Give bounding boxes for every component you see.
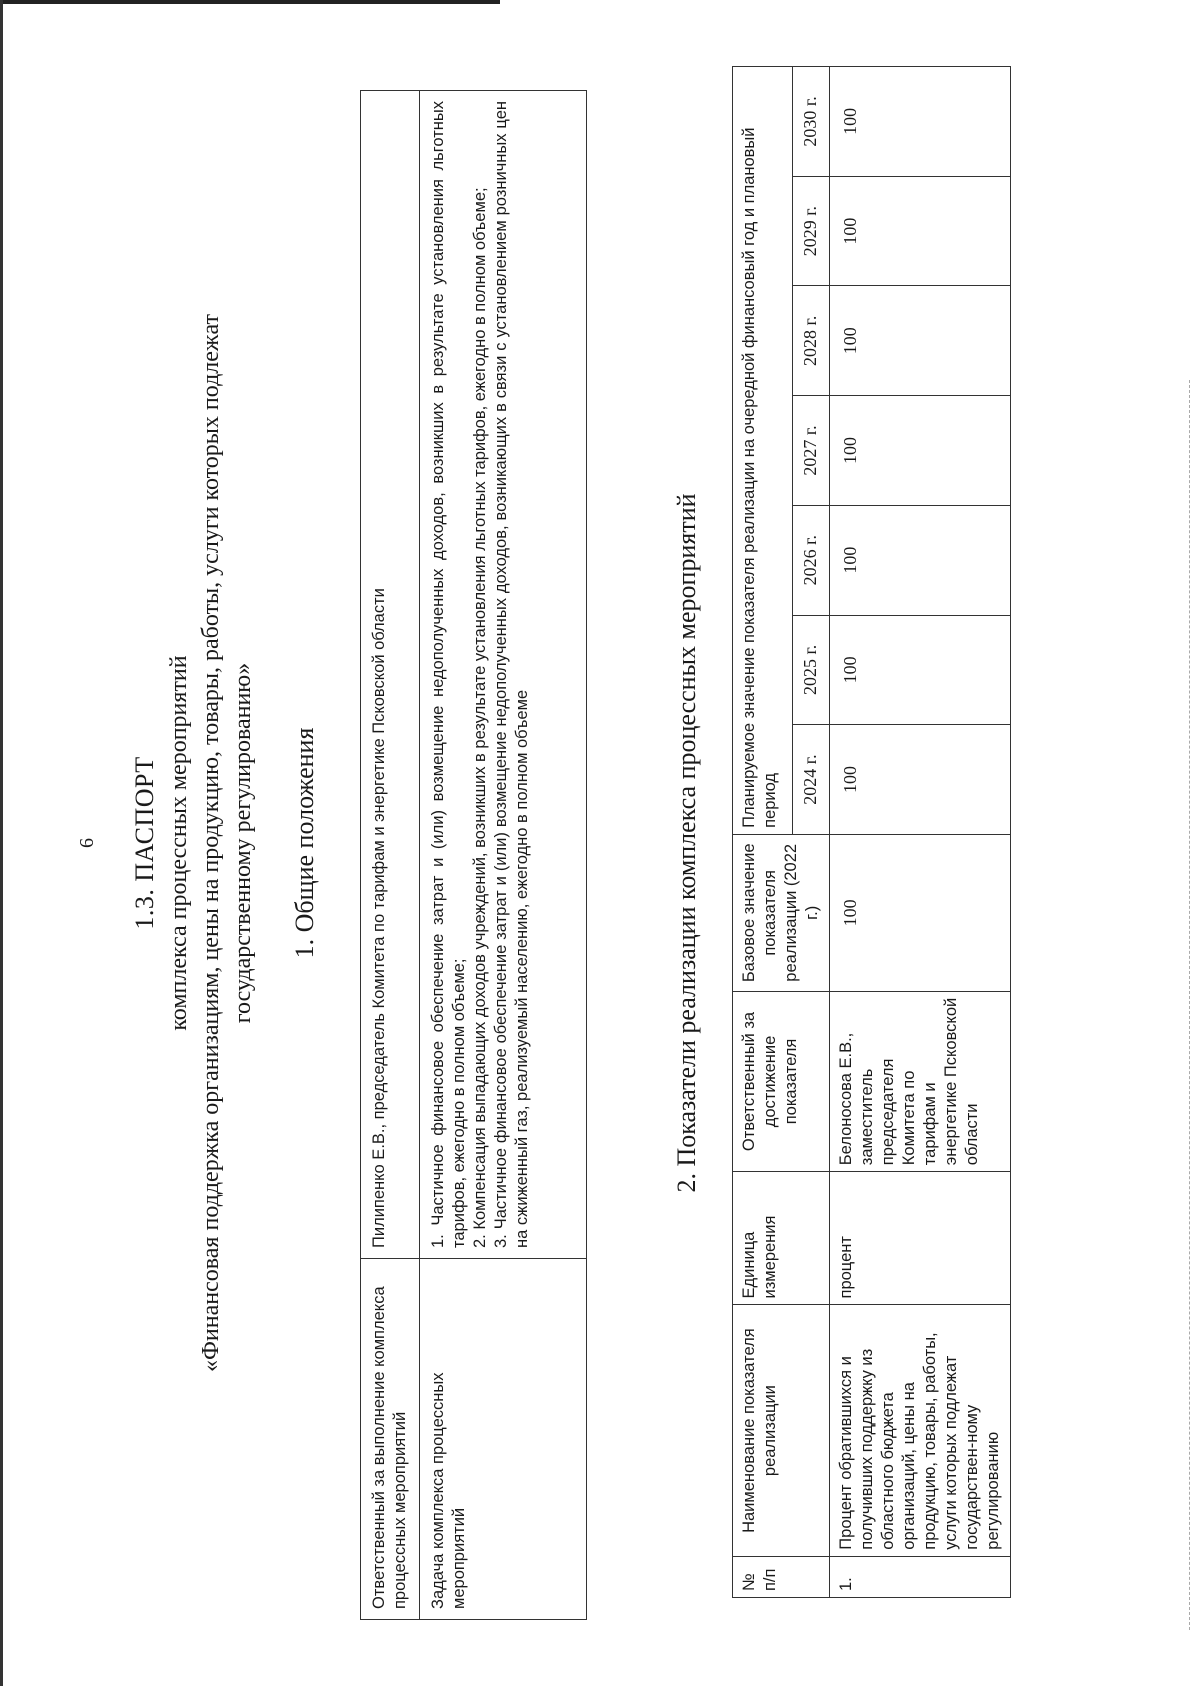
table-row bbox=[830, 67, 1011, 1598]
row-num: 1. bbox=[830, 1556, 1011, 1597]
year-value: 100 bbox=[830, 67, 1011, 177]
indicator-responsible: Белоносова Е.В., заместитель председателя Комитета по тарифам и энергетике Псковской области bbox=[830, 991, 1011, 1171]
col-unit-header: Единица измерения bbox=[733, 1172, 830, 1305]
task-value bbox=[420, 91, 587, 1259]
section1-title: 1. Общие положения bbox=[290, 727, 319, 959]
col-responsible-header: Ответственный за достижение показателя bbox=[733, 991, 830, 1171]
complex-name-line1: «Финансовая поддержка организациям, цены на продукцию, товары, работы, услуги которых подлежат bbox=[198, 313, 224, 1373]
table-row bbox=[420, 91, 587, 1620]
complex-name-line2: государственному регулированию» bbox=[230, 662, 256, 1024]
section2-title: 2. Показатели реализации комплекса процессных мероприятий bbox=[672, 493, 701, 1193]
general-provisions-table bbox=[360, 90, 587, 1620]
year-value: 100 bbox=[830, 725, 1011, 835]
year-header: 2029 г. bbox=[792, 176, 829, 286]
col-base-header: Базовое значение показателя реализации (2022 г.) bbox=[733, 834, 830, 991]
task-line: 1. Частичное финансовое обеспечение затрат и (или) возмещение недополученных доходов, возникших в результате установления льготных тарифов, ежегодно в полном объеме; bbox=[429, 101, 468, 1248]
col-num-header: № п/п bbox=[733, 1556, 830, 1597]
responsible-value: Пилипенко Е.В., председатель Комитета по тарифам и энергетике Псковской области bbox=[361, 91, 420, 1259]
year-value: 100 bbox=[830, 396, 1011, 506]
col-name-header: Наименование показателя реализации bbox=[733, 1305, 830, 1556]
task-label: Задача комплекса процессных мероприятий bbox=[420, 1259, 587, 1620]
header-row bbox=[733, 67, 793, 1598]
year-header: 2025 г. bbox=[792, 615, 829, 725]
indicators-table bbox=[732, 66, 1011, 1598]
table-row bbox=[361, 91, 420, 1620]
task-line: 2. Компенсация выпадающих доходов учреждений, возникших в результате установления льготных тарифов, ежегодно в полном объеме; bbox=[471, 187, 489, 1248]
year-value: 100 bbox=[830, 286, 1011, 396]
indicator-unit: процент bbox=[830, 1172, 1011, 1305]
year-header: 2027 г. bbox=[792, 396, 829, 506]
year-header: 2024 г. bbox=[792, 725, 829, 835]
indicator-name: Процент обратившихся и получивших поддержку из областного бюджета организаций, цены на продукцию, товары, работы, услуги которых подлежат государствен-ному регулированию bbox=[830, 1305, 1011, 1556]
col-planned-header: Планируемое значение показателя реализации на очередной финансовый год и плановый период bbox=[733, 67, 793, 835]
passport-subtitle: комплекса процессных мероприятий bbox=[166, 655, 192, 1031]
responsible-label: Ответственный за выполнение комплекса процессных мероприятий bbox=[361, 1259, 420, 1620]
task-line: 3. Частичное финансовое обеспечение затрат и (или) возмещение недополученных доходов, возникающих в связи с установлением розничных цен на сжиженный газ, реализуемый населению, ежегодно в полном объеме bbox=[492, 101, 531, 1248]
page-number: 6 bbox=[76, 838, 98, 848]
year-value: 100 bbox=[830, 615, 1011, 725]
year-header: 2030 г. bbox=[792, 67, 829, 177]
year-value: 100 bbox=[830, 176, 1011, 286]
passport-title: 1.3. ПАСПОРТ bbox=[130, 756, 159, 930]
year-value: 100 bbox=[830, 505, 1011, 615]
year-header: 2026 г. bbox=[792, 505, 829, 615]
base-value: 100 bbox=[830, 834, 1011, 991]
year-header: 2028 г. bbox=[792, 286, 829, 396]
